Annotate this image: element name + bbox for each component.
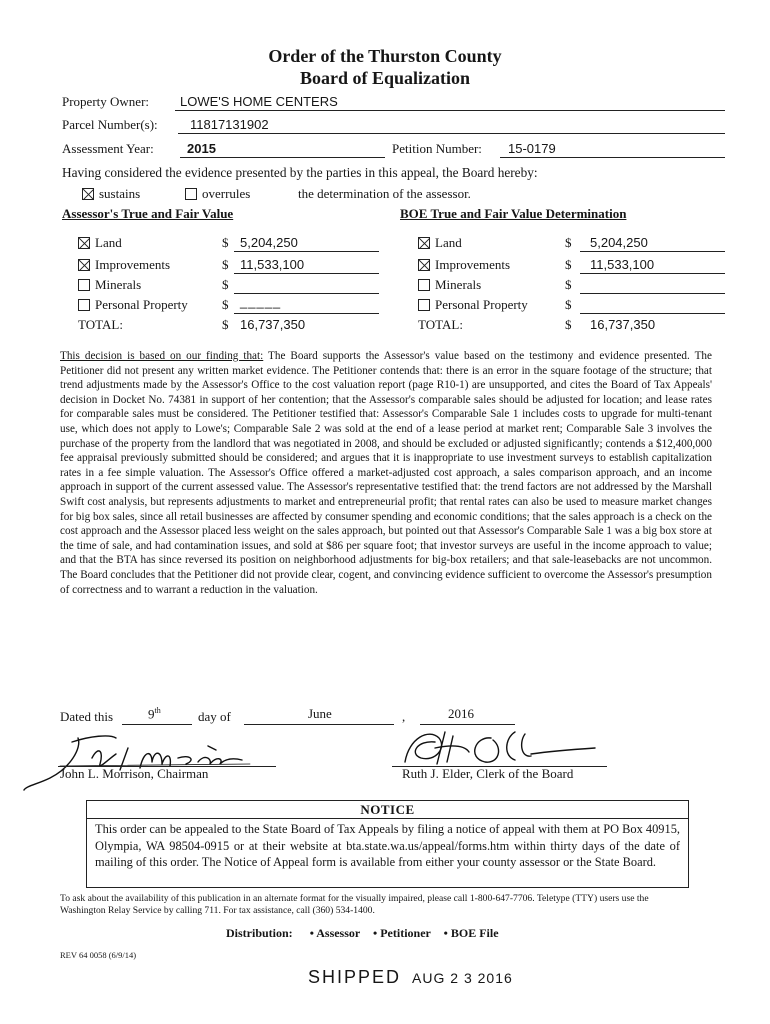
parcel-label: Parcel Number(s): <box>62 117 158 132</box>
assessor-personal-value: _____ <box>240 294 282 309</box>
boe-land: Land <box>418 235 462 251</box>
boe-improvements-value: 11,533,100 <box>590 257 655 272</box>
boe-improvements-checkbox[interactable] <box>418 259 430 271</box>
assessor-personal-currency: $ <box>222 297 229 312</box>
distribution <box>226 926 499 941</box>
shipped-label: SHIPPED <box>308 967 402 987</box>
chairman-name: John L. Morrison, Chairman <box>60 766 209 781</box>
assessor-total-label: TOTAL: <box>78 317 123 332</box>
overrules-option[interactable] <box>185 186 250 202</box>
parcel-value: 11817131902 <box>190 117 269 132</box>
owner-value: LOWE'S HOME CENTERS <box>180 94 338 109</box>
assessor-heading: Assessor's True and Fair Value <box>62 206 234 221</box>
boe-heading: BOE True and Fair Value Determination <box>400 206 627 221</box>
assessor-minerals-currency: $ <box>222 277 229 292</box>
assessor-improvements-currency: $ <box>222 257 229 272</box>
parcel-line <box>178 133 725 134</box>
form-code: REV 64 0058 (6/9/14) <box>60 950 137 960</box>
sustains-option[interactable] <box>82 186 140 202</box>
dated-day: 9th <box>148 706 161 722</box>
overrules-checkbox[interactable] <box>185 188 197 200</box>
assessor-improvements-line <box>234 273 379 274</box>
shipped-date: AUG 2 3 2016 <box>412 970 513 986</box>
assessor-minerals-checkbox[interactable] <box>78 279 90 291</box>
assessor-land: Land <box>78 235 122 251</box>
year-label: Assessment Year: <box>62 141 154 156</box>
boe-improvements-line <box>580 273 725 274</box>
order-title: Order of the Thurston County <box>268 46 502 66</box>
boe-minerals-currency: $ <box>565 277 572 292</box>
year-value: 2015 <box>187 141 216 156</box>
boe-improvements: Improvements <box>418 257 510 273</box>
boe-land-checkbox[interactable] <box>418 237 430 249</box>
assessor-improvements-value: 11,533,100 <box>240 257 305 272</box>
boe-minerals: Minerals <box>418 277 481 293</box>
dated-month: June <box>308 706 332 721</box>
finding-paragraph <box>60 349 712 597</box>
dated-mid: day of <box>198 709 231 724</box>
decision-tail: the determination of the assessor. <box>298 186 471 201</box>
distribution-label: Distribution: <box>226 926 293 940</box>
assessor-minerals: Minerals <box>78 277 141 293</box>
dated-year: 2016 <box>448 706 474 721</box>
boe-total-value: 16,737,350 <box>590 317 656 332</box>
boe-land-line <box>580 251 725 252</box>
assessor-land-line <box>234 251 379 252</box>
owner-label: Property Owner: <box>62 94 150 109</box>
assessor-personal-line <box>234 313 379 314</box>
year-line <box>180 157 385 158</box>
sustains-checkbox[interactable] <box>82 188 94 200</box>
boe-personal-checkbox[interactable] <box>418 299 430 311</box>
shipped-stamp <box>308 967 513 988</box>
assessor-land-value: 5,204,250 <box>240 235 298 250</box>
finding-text: The Board supports the Assessor's value based on the testimony and evidence presented. The Petitioner did not present any written market evidence. The Petitioner contends that: there is an error in the square footage of the structure; that trend adjustments made by the Assessor's Office to the cost valuation report (page R10-1) are unsupported, and cites the Board of Tax Appeals' decision in Docket No. 74381 in support of her contention; that the Assessor's comparable sales should be adjusted for location; and lease rates for comparable sales must be considered. The Petitioner testified that: Assessor's Comparable Sale 1 includes costs to upgrade for multi-tenant use, which does not apply to Lowe's; Comparable Sale 2 was sold at the end of a lease period at market rent; Comparable Sale 3 involves the purchase of the property from the landlord that was negotiated in 2008, and should be excluded or adjusted significantly; contends a $12,400,000 fee appraisal previously submitted should be considered; and argues that it is inappropriate to use investment surveys to establish capitalization rates in a fee simple valuation. The Assessor's Office offered a market-adjusted cost approach, a sales comparison approach, and an income approach in support of the current assessed value. The Assessor's representative testified that: the trend factors are not addressed by the Marshall Swift cost analysis, but represents adjustments to market and entrepreneurial profit; that rental rates can also be used to measure market changes for big box sales, since all retail businesses are affected by consumer spending and economic conditions; that the sales approach is a check on the cost approach and the Assessor placed less weight on the sales approach, but pointed out that Assessor's Comparable Sale 1 was a big box store at the time of sale, and had contamination issues, and sold at $86 per square foot; that investor surveys are useful in the income approach to value; and that the BTA has since reversed its position on neighborhood adjustments for big-box retailers; and that sale-leasebacks are not uncommon. The Board concludes that the Petitioner did not provide clear, cogent, and convincing evidence sufficient to overcome the Assessor's presumption of correctness and to warrant a reduction in the valuation. <box>60 350 712 596</box>
petition-value: 15-0179 <box>508 141 556 156</box>
assessor-total-value: 16,737,350 <box>240 317 306 332</box>
boe-total-currency: $ <box>565 317 572 332</box>
boe-minerals-checkbox[interactable] <box>418 279 430 291</box>
boe-minerals-line <box>580 293 725 294</box>
assessor-improvements: Improvements <box>78 257 170 273</box>
boe-personal-line <box>580 313 725 314</box>
distribution-boe-file: • BOE File <box>443 926 499 940</box>
notice-title: NOTICE <box>87 801 688 819</box>
board-title: Board of Equalization <box>299 68 471 88</box>
decision-intro: Having considered the evidence presented by the parties in this appeal, the Board hereby: <box>62 165 538 180</box>
assessor-personal-checkbox[interactable] <box>78 299 90 311</box>
petition-label: Petition Number: <box>392 141 482 156</box>
owner-line <box>175 110 725 111</box>
boe-total-label: TOTAL: <box>418 317 463 332</box>
overrules-label: overrules <box>202 186 251 201</box>
notice-box <box>86 800 689 888</box>
petition-line <box>500 157 725 158</box>
distribution-assessor: • Assessor <box>309 926 361 940</box>
boe-land-currency: $ <box>565 235 572 250</box>
clerk-name: Ruth J. Elder, Clerk of the Board <box>402 766 574 781</box>
dated-comma: , <box>402 709 406 724</box>
assessor-total-currency: $ <box>222 317 229 332</box>
finding-lead: This decision is based on our finding that: <box>60 350 264 362</box>
dated-month-line <box>244 724 394 725</box>
boe-improvements-currency: $ <box>565 257 572 272</box>
sustains-label: sustains <box>99 186 141 201</box>
notice-text: This order can be appealed to the State Board of Tax Appeals by filing a notice of appeal with them at PO Box 40915, Olympia, WA 98504-0915 or at their website at bta.state.wa.us/appeal/forms.htm within thirty days of the date of mailing of this order. The Notice of Appeal form is available from either your county assessor or the State Board. <box>95 822 680 869</box>
assessor-land-checkbox[interactable] <box>78 237 90 249</box>
assessor-personal: Personal Property <box>78 297 188 313</box>
distribution-petitioner: • Petitioner <box>373 926 431 940</box>
dated-day-line <box>122 724 192 725</box>
clerk-signature <box>395 722 615 772</box>
assessor-land-currency: $ <box>222 235 229 250</box>
assessor-improvements-checkbox[interactable] <box>78 259 90 271</box>
boe-personal: Personal Property <box>418 297 528 313</box>
accessibility-note: To ask about the availability of this publication in an alternate format for the visually impaired, please call 1-800-647-7706. Teletype (TTY) users use the Washington Relay Service by calling 711. For tax assistance, call (360) 534-1400. <box>60 893 649 916</box>
boe-personal-currency: $ <box>565 297 572 312</box>
boe-land-value: 5,204,250 <box>590 235 648 250</box>
chairman-signature <box>20 728 280 794</box>
dated-prefix: Dated this <box>60 709 114 724</box>
